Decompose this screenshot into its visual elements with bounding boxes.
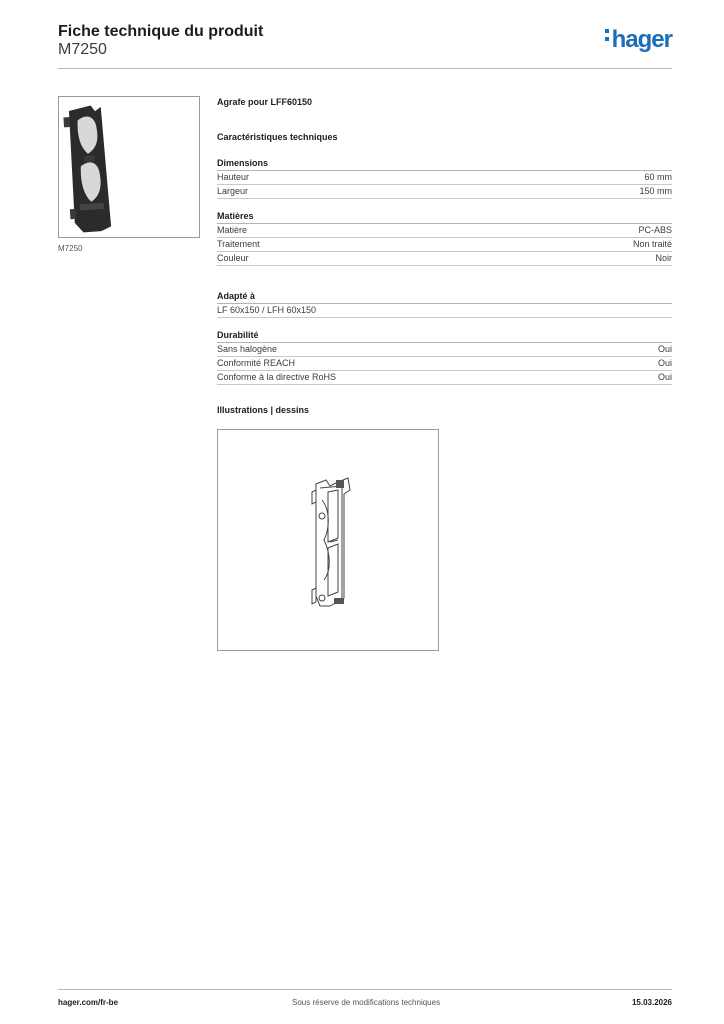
spec-value: 150 mm xyxy=(639,186,672,196)
specs-title: Caractéristiques techniques xyxy=(217,132,338,142)
spec-value: Oui xyxy=(657,358,672,368)
spec-value: Oui xyxy=(657,344,672,354)
spec-row-matiere xyxy=(217,224,672,238)
spec-label: Conforme à la directive RoHS xyxy=(217,372,337,382)
spec-label: Hauteur xyxy=(217,172,250,182)
logo-colon-icon xyxy=(605,25,611,45)
spec-label: Sans halogène xyxy=(217,344,278,354)
document-title: Fiche technique du produit xyxy=(58,23,264,40)
group-adapte-title: Adapté à xyxy=(217,290,672,304)
spec-row-rohs xyxy=(217,371,672,385)
group-matieres-title: Matières xyxy=(217,210,672,224)
spec-row-couleur xyxy=(217,252,672,266)
spec-row-traitement xyxy=(217,238,672,252)
spec-row-halogene xyxy=(217,343,672,357)
spec-value: Noir xyxy=(655,253,672,263)
spec-value: Oui xyxy=(657,372,672,382)
product-reference: M7250 xyxy=(58,41,107,58)
spec-row-hauteur xyxy=(217,171,672,185)
illustration-drawing-box xyxy=(217,429,439,651)
spec-row-largeur xyxy=(217,185,672,199)
hager-logo[interactable] xyxy=(605,26,672,54)
spec-row-reach xyxy=(217,357,672,371)
product-details xyxy=(217,96,672,416)
footer-date: 15.03.2026 xyxy=(631,998,672,1007)
product-thumbnail xyxy=(58,96,200,238)
spec-label: Couleur xyxy=(217,253,249,263)
technical-drawing xyxy=(218,430,438,650)
spec-label: Matière xyxy=(217,225,248,235)
product-photo xyxy=(59,97,199,237)
spec-label: Conformité REACH xyxy=(217,358,296,368)
spec-label: Traitement xyxy=(217,239,260,249)
footer-website-link[interactable]: hager.com/fr-be xyxy=(58,998,119,1007)
spec-value: 60 mm xyxy=(644,172,672,182)
group-dimensions-title: Dimensions xyxy=(217,157,672,171)
spec-row-adapte xyxy=(217,304,672,318)
group-durabilite-title: Durabilité xyxy=(217,329,672,343)
page-footer xyxy=(58,989,672,1014)
spec-label: Largeur xyxy=(217,186,249,196)
illustrations-title: Illustrations | dessins xyxy=(217,405,310,415)
logo-text: hager xyxy=(611,26,672,53)
page-header xyxy=(58,20,672,69)
spec-label: LF 60x150 / LFH 60x150 xyxy=(217,305,317,315)
spec-value: PC-ABS xyxy=(638,225,672,235)
spec-value: Non traité xyxy=(632,239,672,249)
product-name: Agrafe pour LFF60150 xyxy=(217,97,313,107)
footer-notice: Sous réserve de modifications techniques xyxy=(292,998,441,1007)
thumbnail-caption: M7250 xyxy=(58,244,83,253)
